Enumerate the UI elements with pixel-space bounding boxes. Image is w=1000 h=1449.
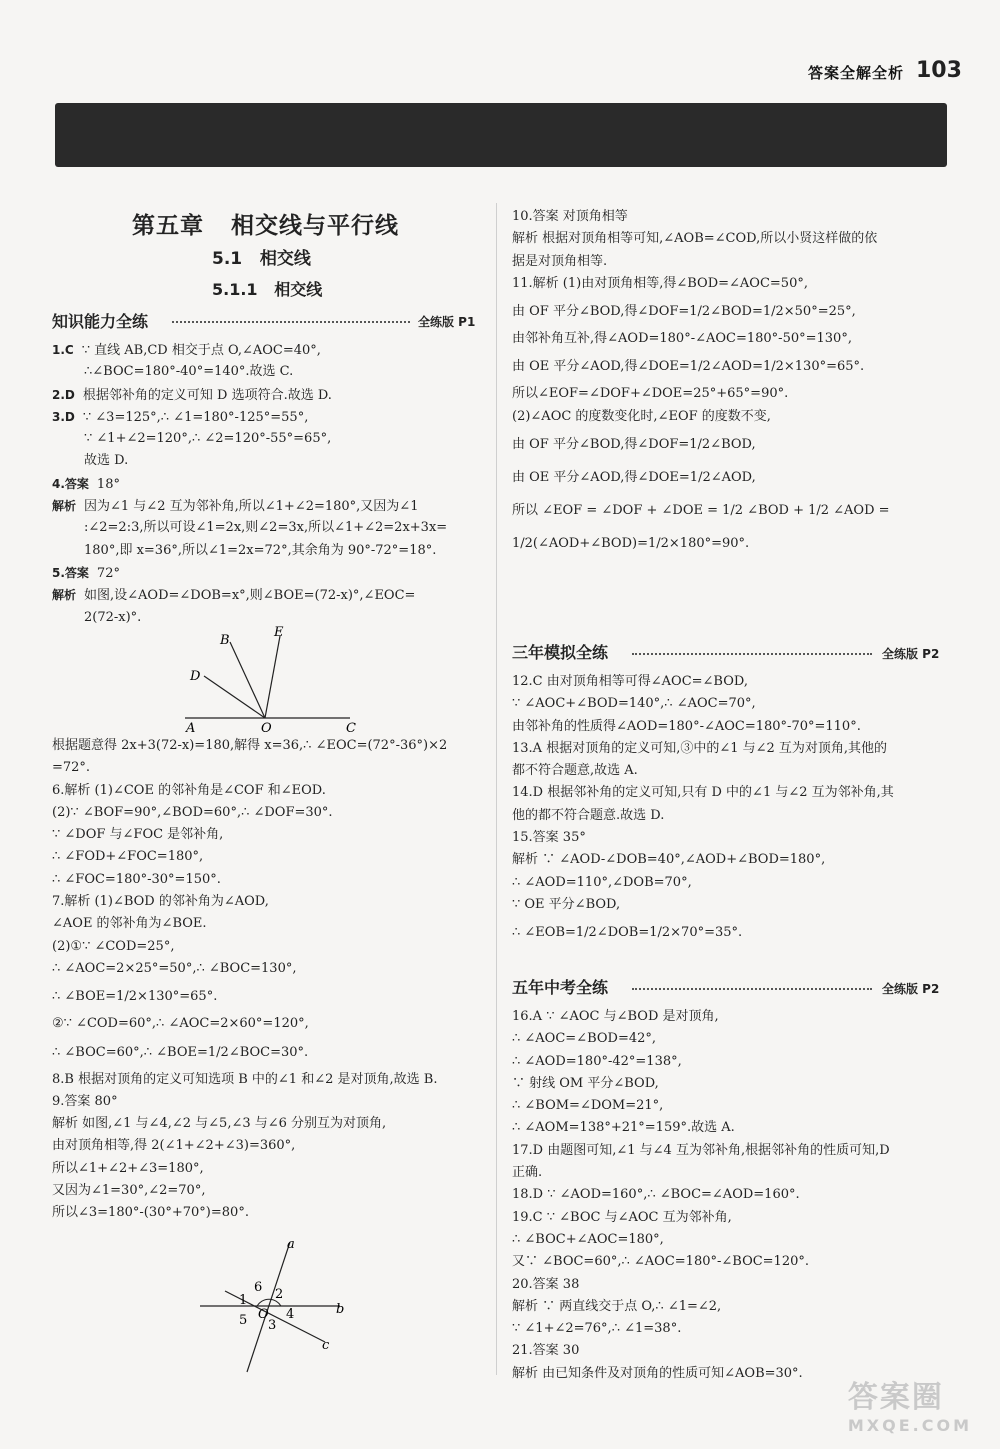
text-line: ∴ ∠EOB=1/2∠DOB=1/2×70°=35°. bbox=[512, 925, 743, 941]
label-B: B bbox=[220, 633, 230, 648]
text-line: 19.C ∵ ∠BOC 与∠AOC 互为邻补角, bbox=[512, 1209, 732, 1225]
text-line bbox=[52, 406, 487, 428]
section-heading: 五年中考全练 bbox=[512, 978, 609, 997]
text-line bbox=[52, 339, 487, 361]
item-label: 4.答案 bbox=[52, 476, 89, 491]
text-line: (2)①∵ ∠COD=25°, bbox=[52, 938, 175, 954]
text-line: ∴ ∠AOD=180°-42°=138°, bbox=[512, 1053, 682, 1069]
text-line: 8.B 根据对顶角的定义可知选项 B 中的∠1 和∠2 是对顶角,故选 B. bbox=[52, 1071, 438, 1087]
angle-6: 6 bbox=[254, 1280, 263, 1295]
item-label: 5.答案 bbox=[52, 565, 89, 580]
text-line: 根据题意得 2x+3(72-x)=180,解得 x=36,∴ ∠EOC=(72°-36°)×2 bbox=[52, 738, 448, 753]
item-label: 3.D bbox=[52, 409, 75, 424]
right-column-c bbox=[512, 1006, 952, 1385]
text-line: 所以∠1+∠2+∠3=180°, bbox=[52, 1160, 204, 1176]
text-line bbox=[52, 584, 487, 606]
section-heading: 三年模拟全练 bbox=[512, 643, 609, 662]
label-O: O bbox=[261, 721, 272, 734]
text-line: 所以 ∠EOF = ∠DOF + ∠DOE = 1/2 ∠BOD + 1/2 ∠AOD = bbox=[512, 503, 890, 519]
text-line: ∴ ∠FOC=180°-30°=150°. bbox=[52, 871, 221, 887]
text-line: ∴ ∠AOC=∠BOD=42°, bbox=[512, 1031, 657, 1047]
section-dots bbox=[632, 653, 872, 655]
label-b: b bbox=[336, 1302, 345, 1317]
text-line: ∵ ∠DOF 与∠FOC 是邻补角, bbox=[52, 827, 224, 843]
header-title: 答案全解全析 bbox=[808, 64, 905, 82]
text-line: 18.D ∵ ∠AOD=160°,∴ ∠BOC=∠AOD=160°. bbox=[512, 1187, 800, 1203]
text-line bbox=[52, 495, 487, 517]
text-line: ∵ ∠1+∠2=76°,∴ ∠1=38°. bbox=[512, 1321, 682, 1337]
text-line: =72°. bbox=[52, 760, 91, 776]
text-line bbox=[52, 540, 487, 562]
intersecting-lines-diagram bbox=[195, 1236, 355, 1376]
section-title: 5.1 相交线 bbox=[212, 249, 311, 269]
text-line: 所以∠3=180°-(30°+70°)=80°. bbox=[52, 1205, 249, 1221]
text-line bbox=[52, 361, 487, 383]
text-line: 7.解析 (1)∠BOD 的邻补角为∠AOD, bbox=[52, 894, 269, 910]
text-line: 由邻补角互补,得∠AOD=180°-∠AOC=180°-50°=130°, bbox=[512, 331, 852, 347]
text-line bbox=[52, 450, 487, 472]
text-line: ∵ ∠AOC+∠BOD=140°,∴ ∠AOC=70°, bbox=[512, 696, 756, 712]
item-text: ∴∠BOC=180°-40°=140°.故选 C. bbox=[84, 364, 294, 380]
text-line: 解析 如图,∠1 与∠4,∠2 与∠5,∠3 与∠6 分别互为对顶角, bbox=[52, 1116, 387, 1132]
item-label: 解析 bbox=[52, 588, 77, 603]
item-text: ∵ ∠3=125°,∴ ∠1=180°-125°=55°, bbox=[82, 409, 309, 425]
label-a: a bbox=[287, 1237, 295, 1252]
text-line: 6.解析 (1)∠COE 的邻补角是∠COF 和∠EOD. bbox=[52, 782, 326, 798]
left-column-a bbox=[52, 339, 487, 629]
item-text: 18° bbox=[96, 476, 120, 492]
label-D: D bbox=[190, 669, 201, 684]
left-column-b bbox=[52, 735, 487, 1225]
text-line bbox=[52, 473, 487, 495]
text-line: 又因为∠1=30°,∠2=70°, bbox=[52, 1183, 206, 1199]
text-line: 由 OE 平分∠AOD,得∠DOE=1/2∠AOD=1/2×130°=65°. bbox=[512, 359, 865, 375]
angle-diagram bbox=[180, 622, 370, 734]
text-line: ∴ ∠BOM=∠DOM=21°, bbox=[512, 1098, 664, 1114]
label-C: C bbox=[346, 721, 356, 734]
text-line: 由 OE 平分∠AOD,得∠DOE=1/2∠AOD, bbox=[512, 470, 756, 486]
angle-2: 2 bbox=[275, 1287, 284, 1302]
text-line: ∴ ∠AOC=2×25°=50°,∴ ∠BOC=130°, bbox=[52, 960, 297, 976]
text-line: 都不符合题意,故选 A. bbox=[512, 763, 638, 779]
text-line: 21.答案 30 bbox=[512, 1343, 580, 1359]
item-text: ∵ ∠1+∠2=120°,∴ ∠2=120°-55°=65°, bbox=[84, 431, 332, 447]
item-text: 如图,设∠AOD=∠DOB=x°,则∠BOE=(72-x)°,∠EOC= bbox=[84, 588, 416, 604]
text-line: (2)∵ ∠BOF=90°,∠BOD=60°,∴ ∠DOF=30°. bbox=[52, 804, 333, 820]
text-line: ∴ ∠AOD=110°,∠DOB=70°, bbox=[512, 874, 692, 890]
page-number: 103 bbox=[916, 58, 962, 83]
label-A: A bbox=[186, 721, 196, 734]
label-c: c bbox=[322, 1338, 330, 1353]
item-label: 2.D bbox=[52, 387, 75, 402]
text-line bbox=[52, 517, 487, 539]
text-line: ∴ ∠BOC+∠AOC=180°, bbox=[512, 1231, 664, 1247]
text-line: 9.答案 80° bbox=[52, 1093, 118, 1109]
text-line: 15.答案 35° bbox=[512, 830, 586, 846]
angle-4: 4 bbox=[286, 1307, 295, 1322]
text-line: ②∵ ∠COD=60°,∴ ∠AOC=2×60°=120°, bbox=[52, 1016, 309, 1032]
angle-5: 5 bbox=[239, 1313, 248, 1328]
watermark-url: MXQE.COM bbox=[847, 1416, 972, 1435]
text-line: 解析 ∵ ∠AOD-∠DOB=40°,∠AOD+∠BOD=180°, bbox=[512, 852, 826, 868]
text-line: 解析 ∵ 两直线交于点 O,∴ ∠1=∠2, bbox=[512, 1298, 722, 1314]
text-line bbox=[52, 562, 487, 584]
text-line: ∴ ∠AOM=138°+21°=159°.故选 A. bbox=[512, 1120, 735, 1136]
text-line: 解析 根据对顶角相等可知,∠AOB=∠COD,所以小贤这样做的依 bbox=[512, 231, 878, 247]
text-line: 1/2(∠AOD+∠BOD)=1/2×180°=90°. bbox=[512, 536, 750, 552]
right-column-a bbox=[512, 206, 952, 560]
text-line: 16.A ∵ ∠AOC 与∠BOD 是对顶角, bbox=[512, 1009, 719, 1024]
angle-3: 3 bbox=[268, 1318, 277, 1333]
text-line: 正确. bbox=[512, 1165, 543, 1181]
text-line: 17.D 由题图可知,∠1 与∠4 互为邻补角,根据邻补角的性质可知,D bbox=[512, 1142, 890, 1158]
item-text: 2(72-x)°. bbox=[84, 609, 142, 625]
text-line: 10.答案 对顶角相等 bbox=[512, 209, 628, 224]
text-line: 又∵ ∠BOC=60°,∴ ∠AOC=180°-∠BOC=120°. bbox=[512, 1254, 810, 1270]
section-tag: 全练版 P2 bbox=[882, 982, 940, 996]
item-label: 解析 bbox=[52, 499, 77, 514]
label-O: O bbox=[258, 1307, 269, 1322]
text-line: (2)∠AOC 的度数变化时,∠EOF 的度数不变, bbox=[512, 408, 771, 424]
text-line: 由邻补角的性质得∠AOD=180°-∠AOC=180°-70°=110°. bbox=[512, 718, 861, 734]
text-line: ∵ OE 平分∠BOD, bbox=[512, 896, 621, 912]
item-label: 1.C bbox=[52, 343, 74, 357]
section-tag: 全练版 P1 bbox=[418, 315, 476, 329]
text-line: 20.答案 38 bbox=[512, 1276, 580, 1292]
section-dots bbox=[172, 321, 410, 323]
text-line: 由 OF 平分∠BOD,得∠DOF=1/2∠BOD=1/2×50°=25°, bbox=[512, 304, 856, 320]
section-dots bbox=[632, 988, 872, 990]
angle-1: 1 bbox=[239, 1293, 248, 1308]
text-line: 所以∠EOF=∠DOF+∠DOE=25°+65°=90°. bbox=[512, 386, 789, 402]
item-text: 180°,即 x=36°,所以∠1=2x=72°,其余角为 90°-72°=18°. bbox=[84, 542, 437, 558]
text-line: 由对顶角相等,得 2(∠1+∠2+∠3)=360°, bbox=[52, 1138, 296, 1154]
text-line: 14.D 根据邻补角的定义可知,只有 D 中的∠1 与∠2 互为邻补角,其 bbox=[512, 785, 894, 801]
text-line: ∠AOE 的邻补角为∠BOE. bbox=[52, 916, 207, 932]
text-line: ∴ ∠BOC=60°,∴ ∠BOE=1/2∠BOC=30°. bbox=[52, 1044, 309, 1060]
item-text: ∵ 直线 AB,CD 相交于点 O,∠AOC=40°, bbox=[81, 343, 321, 358]
text-line: ∴ ∠FOD+∠FOC=180°, bbox=[52, 849, 204, 865]
item-text: 故选 D. bbox=[84, 453, 129, 469]
text-line: ∵ 射线 OM 平分∠BOD, bbox=[512, 1075, 659, 1091]
item-text: 根据邻补角的定义可知 D 选项符合.故选 D. bbox=[82, 387, 332, 403]
item-text: :∠2=2:3,所以可设∠1=2x,则∠2=3x,所以∠1+∠2=2x+3x= bbox=[84, 520, 448, 536]
text-line: ∴ ∠BOE=1/2×130°=65°. bbox=[52, 989, 218, 1005]
label-E: E bbox=[274, 625, 284, 640]
item-text: 72° bbox=[96, 565, 120, 581]
text-line: 解析 由已知条件及对顶角的性质可知∠AOB=30°. bbox=[512, 1365, 803, 1381]
watermark-logo: 答案圈 bbox=[847, 1380, 944, 1415]
text-line: 由 OF 平分∠BOD,得∠DOF=1/2∠BOD, bbox=[512, 437, 756, 453]
header-band bbox=[55, 103, 947, 167]
text-line: 据是对顶角相等. bbox=[512, 253, 608, 269]
section-heading: 知识能力全练 bbox=[52, 312, 149, 331]
text-line: 11.解析 (1)由对顶角相等,得∠BOD=∠AOC=50°, bbox=[512, 275, 808, 291]
text-line bbox=[52, 428, 487, 450]
text-line bbox=[52, 384, 487, 406]
right-column-b bbox=[512, 671, 952, 949]
ray-OE bbox=[265, 636, 280, 718]
section-tag: 全练版 P2 bbox=[882, 647, 940, 661]
column-divider bbox=[496, 203, 497, 1375]
text-line: 13.A 根据对顶角的定义可知,③中的∠1 与∠2 互为对顶角,其他的 bbox=[512, 740, 888, 756]
text-line: 12.C 由对顶角相等可得∠AOC=∠BOD, bbox=[512, 674, 748, 689]
item-text: 因为∠1 与∠2 互为邻补角,所以∠1+∠2=180°,又因为∠1 bbox=[84, 499, 419, 515]
chapter-title: 第五章 相交线与平行线 bbox=[132, 213, 400, 239]
text-line: 他的都不符合题意.故选 D. bbox=[512, 807, 665, 823]
subsection-title: 5.1.1 相交线 bbox=[212, 280, 323, 299]
watermark bbox=[848, 1372, 972, 1435]
